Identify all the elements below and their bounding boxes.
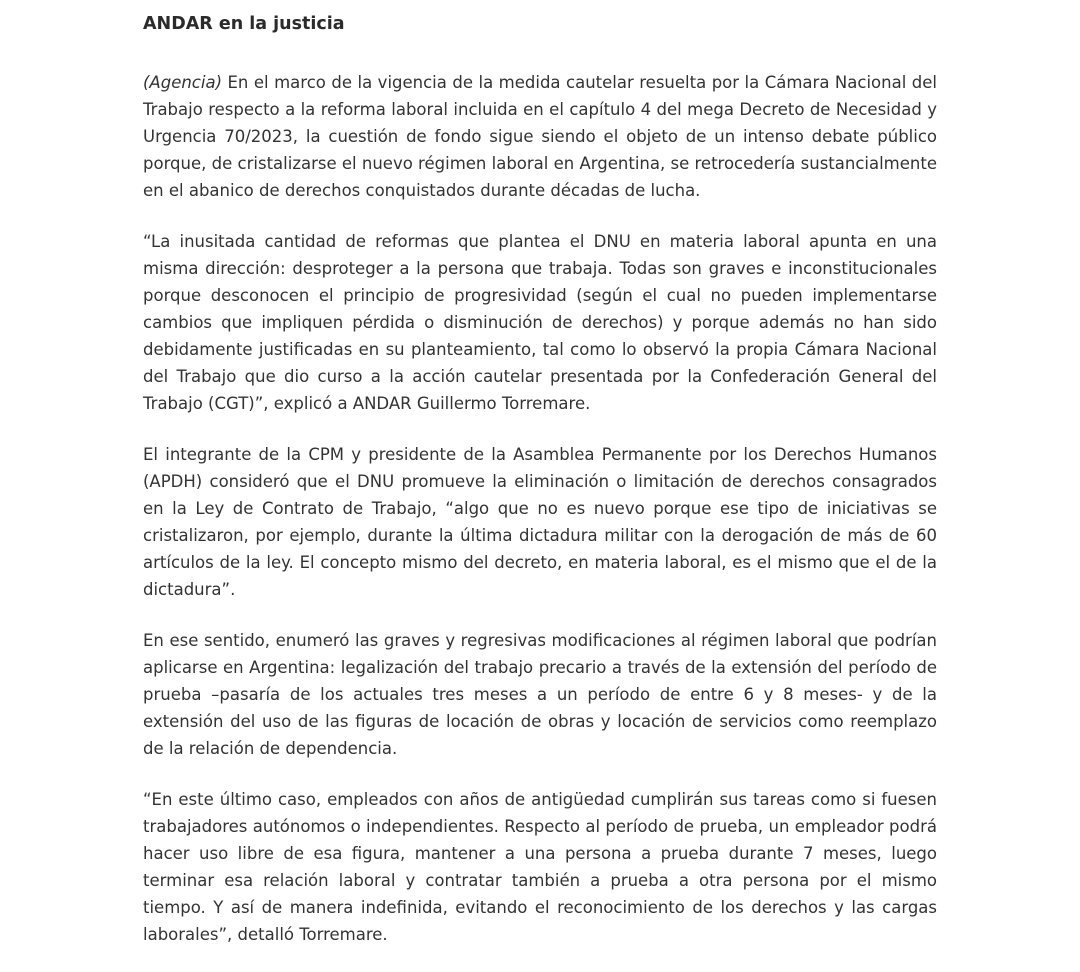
paragraph-periodo-prueba: “En este último caso, empleados con años de antigüedad cumplirán sus tareas como si fuesen trabajadores autónomos o independientes. Respecto al período de prueba, un empleador podrá hacer uso libre de esa figura, mantener a una persona a prueba durante 7 meses, luego terminar esa relación laboral y contratar también a prueba a otra persona por el mismo tiempo. Y así de manera indefinida, evitando el reconocimiento de los derechos y las cargas laborales”, detalló Torremare. [143,790,937,944]
paragraph-quote-torremare: “La inusitada cantidad de reformas que plantea el DNU en materia laboral apunta en una misma dirección: desproteger a la persona que trabaja. Todas son graves e inconstitucionales porque desconocen el principio de progresividad (según el cual no pueden implementarse cambios que impliquen pérdida o disminución de derechos) y porque además no han sido debidamente justificadas en su planteamiento, tal como lo observó la propia Cámara Nacional del Trabajo que dio curso a la acción cautelar presentada por la Confederación General del Trabajo (CGT)”, explicó a ANDAR Guillermo Torremare. [143,232,937,413]
source-label: (Agencia) [143,73,223,92]
paragraph-intro [143,69,937,204]
paragraph-apdh: El integrante de la CPM y presidente de la Asamblea Permanente por los Derechos Humanos (APDH) consideró que el DNU promueve la eliminación o limitación de derechos consagrados en la Ley de Contrato de Trabajo, “algo que no es nuevo porque ese tipo de iniciativas se cristalizaron, por ejemplo, durante la última dictadura militar con la derogación de más de 60 artículos de la ley. El concepto mismo del decreto, en materia laboral, es el mismo que el de la dictadura”. [143,445,937,599]
paragraph-intro-text: En el marco de la vigencia de la medida cautelar resuelta por la Cámara Nacional del Trabajo respecto a la reforma laboral incluida en el capítulo 4 del mega Decreto de Necesidad y Urgencia 70/2023, la cuestión de fondo sigue siendo el objeto de un intenso debate público porque, de cristalizarse el nuevo régimen laboral en Argentina, se retrocedería sustancialmente en el abanico de derechos conquistados durante décadas de lucha. [143,73,937,200]
paragraph-modificaciones: En ese sentido, enumeró las graves y regresivas modificaciones al régimen laboral que podrían aplicarse en Argentina: legalización del trabajo precario a través de la extensión del período de prueba –pasaría de los actuales tres meses a un período de entre 6 y 8 meses- y de la extensión del uso de las figuras de locación de obras y locación de servicios como reemplazo de la relación de dependencia. [143,631,937,758]
section-heading: ANDAR en la justicia [143,14,345,34]
article-body [143,10,937,972]
